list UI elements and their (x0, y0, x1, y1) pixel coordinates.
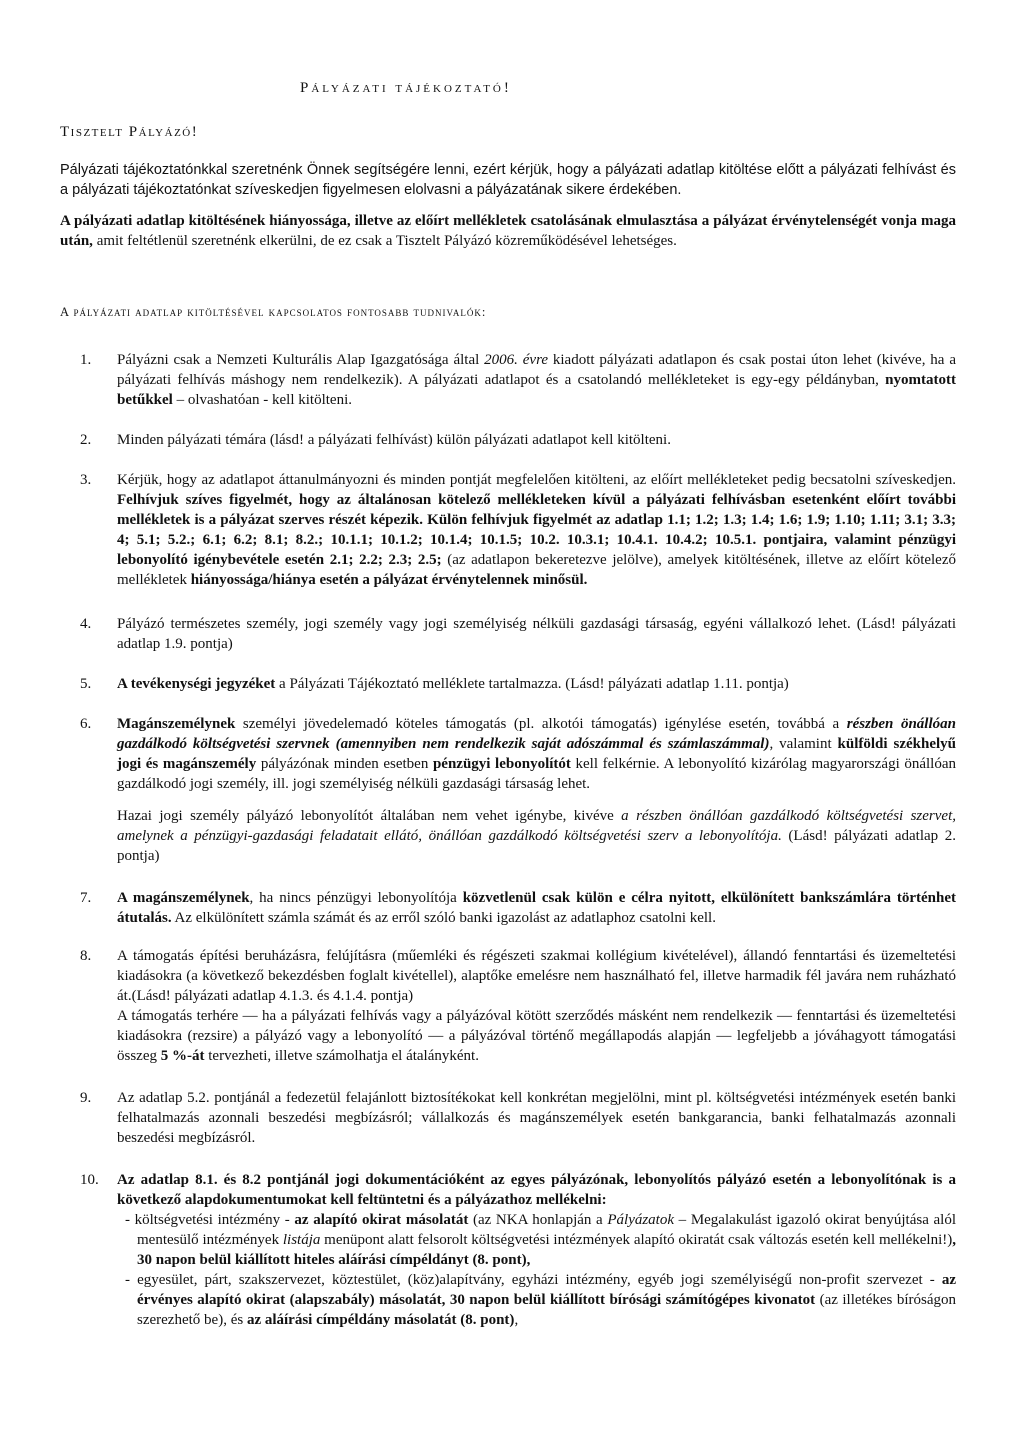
item-body (117, 714, 956, 866)
item-text: Az elkülönített számla számát és az erről szóló banki igazolást az adatlaphoz csatolni kell. (171, 910, 716, 926)
item-number: 3. (80, 472, 92, 488)
salutation: Tisztelt Pályázó! (60, 124, 199, 140)
list-item-8 (60, 946, 956, 1066)
item-text: Pályázni csak a Nemzeti Kulturális Alap Igazgatósága által (117, 352, 485, 368)
item-bold: hiányossága/hiánya esetén a pályázat érvénytelennek minősül. (190, 572, 588, 588)
item-paragraph (117, 714, 956, 794)
document-list (117, 1210, 956, 1330)
item-text: pályázónak minden esetben (256, 756, 433, 772)
item-paragraph (117, 1170, 956, 1210)
item-body (117, 1170, 956, 1330)
item-italic: a részben önállóan gazdálkodó költségvetési szervet, amelynek a pénzügyi-gazdasági feladatait ellátó, önállóan gazdálkodó költségvetési szerv a lebonyolítója. (117, 808, 956, 844)
item-italic: listája (282, 1232, 321, 1248)
item-bold: az aláírási címpéldány másolatát (8. pont) (246, 1312, 515, 1328)
document-title: Pályázati tájékoztató! (300, 80, 512, 96)
item-text: A támogatás terhére — ha a pályázati felhívás vagy a pályázóval kötött szerződés másként nem rendelkezik — fenntartási és üzemeltetési kiadásokra (rezsire) a pályázó vagy a lebonyolító — a pályázóval történő megállapodás alapján — legfeljebb a jóváhagyott támogatási összeg (117, 1008, 956, 1064)
item-text: (az adatlapon bekeretezve jelölve), amelyek kitöltésének, illetve az előírt kötelező mellékletek (117, 552, 956, 588)
item-text: - egyesület, párt, szakszervezet, köztestület, (köz)alapítvány, egyházi intézmény, egyéb jogi személyiségű non-profit szervezet - (125, 1272, 942, 1288)
list-item-2 (60, 430, 956, 450)
item-text: menüpont alatt felsorolt költségvetési intézmények alapító okiratát csak változás esetén kell mellékelni!) (320, 1232, 953, 1248)
item-text: (az illetékes bíróságon szerezhető be), és (137, 1292, 956, 1328)
item-body (117, 674, 956, 694)
warning-paragraph (60, 211, 956, 251)
section-heading: A pályázati adatlap kitöltésével kapcsolatos fontosabb tudnivalók: (60, 305, 487, 319)
list-item-9 (60, 1088, 956, 1148)
item-text: - költségvetési intézmény - (125, 1212, 295, 1228)
item-bold: külföldi székhelyű jogi és magánszemély (117, 736, 956, 772)
item-body (117, 430, 956, 450)
item-body (117, 614, 956, 654)
item-number: 5. (80, 676, 92, 692)
item-text: – olvashatóan - kell kitölteni. (172, 392, 352, 408)
item-bold: Magánszemélynek (117, 716, 236, 732)
item-text: kiadott pályázati adatlapon és csak postai úton lehet (kivéve, ha a pályázati felhívás máshogy nem rendelkezik). A pályázati adatlapot és a csatolandó mellékleteket is egy-egy példányban, (117, 352, 956, 388)
item-number: 1. (80, 352, 92, 368)
item-text: , valamint (769, 736, 838, 752)
list-item-6 (60, 714, 956, 866)
item-text: személyi jövedelemadó köteles támogatás (pl. alkotói támogatás) igénylése esetén, továbbá a (235, 716, 847, 732)
item-bold: közvetlenül csak külön e célra nyitott, elkülönített bankszámlára történhet átutalás. (117, 890, 956, 926)
item-italic: 2006. évre (484, 352, 549, 368)
item-bold: 5 %-át (160, 1048, 205, 1064)
item-bold: az érvényes alapító okirat (alapszabály) másolatát, 30 napon belül kiállított bírósági számítógépes kivonatot (137, 1272, 956, 1308)
list-item-10 (60, 1170, 956, 1330)
item-bold: pénzügyi lebonyolítót (432, 756, 571, 772)
item-text: Az adatlap 5.2. pontjánál a fedezetül felajánlott biztosítékokat kell konkrétan megjelölni, mint pl. költségvetési intézmények esetén banki felhatalmazás azonnali beszedési megbízásról; vállalkozás és magánszemélyek esetén bankgarancia, banki felhatalmazás azonnali beszedési megbízásról. (117, 1090, 956, 1146)
list-item-5 (60, 674, 956, 694)
list-item-1 (60, 350, 956, 410)
item-paragraph (117, 806, 956, 866)
warning-rest: amit feltétlenül szeretnénk elkerülni, de ez csak a Tisztelt Pályázó közreműködésével lehetséges. (92, 233, 677, 249)
item-text: Pályázó természetes személy, jogi személy vagy jogi személyiség nélküli gazdasági társaság, egyéni vállalkozó lehet. (Lásd! pályázati adatlap 1.9. pontja) (117, 616, 956, 652)
item-body (117, 350, 956, 410)
item-text: , ha nincs pénzügyi lebonyolítója (249, 890, 463, 906)
item-bold: , 30 napon belül kiállított hiteles aláírási címpéldányt (8. pont), (137, 1232, 956, 1268)
item-text: a Pályázati Tájékoztató melléklete tartalmazza. (Lásd! pályázati adatlap 1.11. pontja) (275, 676, 789, 692)
list-item-4 (60, 614, 956, 654)
item-text: – Megalakulást igazoló okirat benyújtása alól mentesülő intézmények (137, 1212, 956, 1248)
item-number: 10. (80, 1172, 99, 1188)
item-bold: nyomtatott betűkkel (117, 372, 956, 408)
item-text: , (514, 1312, 519, 1328)
item-text: tervezheti, illetve számolhatja el átalányként. (204, 1048, 479, 1064)
item-number: 2. (80, 432, 92, 448)
item-paragraph: A támogatás építési beruházásra, felújításra (műemléki és régészeti szakmai kollégium kivételével), állandó fenntartási és üzemeltetési kiadásokra (a következő bekezdésben foglalt kivétellel), alaptőke emelésre nem használható fel, illetve harmadik fél javára nem ruházható át.(Lásd! pályázati adatlap 4.1.3. és 4.1.4. pontja) (117, 948, 956, 1004)
item-bold: Az adatlap 8.1. és 8.2 pontjánál jogi dokumentációként az egyes pályázónak, lebonyolítós pályázó esetén a lebonyolítónak is a következő alapdokumentumokat kell feltüntetni és a pályázathoz mellékelni: (117, 1172, 956, 1208)
item-body (117, 1088, 956, 1148)
list-item-7 (60, 888, 956, 928)
item-bold: Felhívjuk szíves figyelmét, hogy az általánosan kötelező mellékleteken kívül a pályázati felhívásban esetenként előírt további mellékletek is a pályázat szerves részét képezik. Külön felhívjuk figyelmét az adatlap 1.1; 1.2; 1.3; 1.4; 1.6; 1.9; 1.10; 1.11; 3.1; 3.3; 4; 5.1; 5.2.; 6.1; 6.2; 8.1; 8.2.; 10.1.1; 10.1.2; 10.1.4; 10.1.5; 10.2. 10.3.1; 10.4.1. 10.4.2; 10.5.1. pontjaira, valamint pénzügyi lebonyolító igénybevétele esetén 2.1; 2.2; 2.3; 2.5; (117, 492, 956, 568)
warning-bold: A pályázati adatlap kitöltésének hiányossága, illetve az előírt mellékletek csatolásának elmulasztása a pályázat érvénytelenségét vonja maga után, (60, 213, 956, 249)
intro-paragraph: Pályázati tájékoztatónkkal szeretnénk Önnek segítségére lenni, ezért kérjük, hogy a pályázati adatlap kitöltése előtt a pályázati felhívást és a pályázati tájékoztatónkat szíveskedjen figyelmesen elolvasni a pályázatának sikere érdekében. (60, 162, 956, 198)
item-bold-italic: részben önállóan gazdálkodó költségvetési szervnek (amennyiben nem rendelkezik saját adószámmal és számlaszámmal) (117, 716, 956, 752)
item-text: kell felkérnie. A lebonyolító kizárólag magyarországi önállóan gazdálkodó jogi személy, ill. jogi személyiség nélküli gazdasági társaság lehet. (117, 756, 956, 792)
item-bold: A magánszemélynek (117, 890, 250, 906)
numbered-list (60, 350, 956, 1330)
item-bold: A tevékenységi jegyzéket (117, 676, 276, 692)
item-bold: az alapító okirat másolatát (294, 1212, 469, 1228)
item-text: Hazai jogi személy pályázó lebonyolítót általában nem vehet igénybe, kivéve (117, 808, 622, 824)
item-number: 8. (80, 948, 92, 964)
item-italic: Pályázatok (607, 1212, 675, 1228)
document-list-item (117, 1210, 956, 1270)
item-text: Minden pályázati témára (lásd! a pályázati felhívást) külön pályázati adatlapot kell kitölteni. (117, 432, 671, 448)
document-list-item (117, 1270, 956, 1330)
item-text: (az NKA honlapján a (468, 1212, 608, 1228)
item-body (117, 470, 956, 590)
item-text: Kérjük, hogy az adatlapot áttanulmányozni és minden pontját megfelelően kitölteni, az előírt mellékleteket pedig becsatolni szíveskedjen. (117, 472, 956, 488)
item-body (117, 888, 956, 928)
item-number: 9. (80, 1090, 92, 1106)
item-number: 7. (80, 890, 92, 906)
item-text: (Lásd! pályázati adatlap 2. pontja) (117, 828, 956, 864)
item-body (117, 946, 956, 1066)
item-number: 4. (80, 616, 92, 632)
item-number: 6. (80, 716, 92, 732)
list-item-3 (60, 470, 956, 590)
item-paragraph (117, 1006, 956, 1066)
